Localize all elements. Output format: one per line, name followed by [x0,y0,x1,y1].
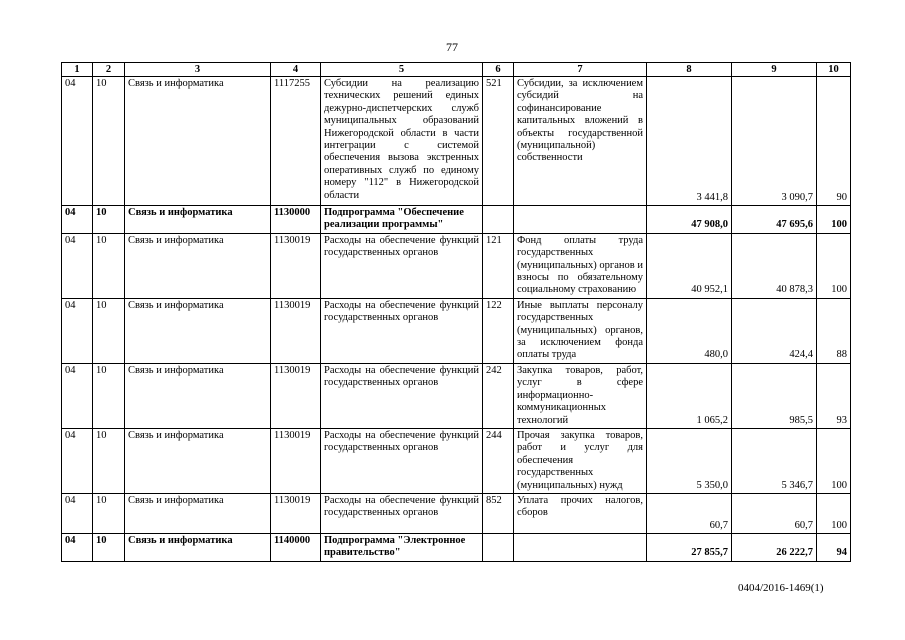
target-code: 1140000 [271,533,321,561]
document-code: 0404/2016-1469(1) [738,582,824,594]
actual-amount: 26 222,7 [732,533,817,561]
execution-percent: 100 [817,206,851,234]
execution-percent: 88 [817,298,851,363]
actual-amount: 424,4 [732,298,817,363]
expense-type-code [483,206,514,234]
planned-amount: 60,7 [647,493,732,533]
target-code: 1130019 [271,493,321,533]
header-cell: 9 [732,63,817,77]
target-code: 1130019 [271,363,321,428]
section-code: 04 [62,363,93,428]
section-code: 04 [62,493,93,533]
table-row [62,493,851,533]
subsection-code: 10 [93,363,125,428]
expense-description: Расходы на обеспечение функций государственных органов [321,363,483,428]
section-code: 04 [62,298,93,363]
execution-percent: 100 [817,233,851,298]
target-code: 1130019 [271,428,321,493]
subsection-code: 10 [93,493,125,533]
expense-type-name: Иные выплаты персоналу государственных (муниципальных) органов, за исключением фонда оплаты труда [514,298,647,363]
planned-amount: 3 441,8 [647,77,732,206]
subsection-code: 10 [93,77,125,206]
planned-amount: 47 908,0 [647,206,732,234]
header-cell: 3 [125,63,271,77]
section-name: Связь и информатика [125,206,271,234]
subsection-code: 10 [93,428,125,493]
actual-amount: 60,7 [732,493,817,533]
section-code: 04 [62,206,93,234]
execution-percent: 100 [817,428,851,493]
expense-type-code: 244 [483,428,514,493]
section-name: Связь и информатика [125,533,271,561]
execution-percent: 93 [817,363,851,428]
expense-description: Расходы на обеспечение функций государственных органов [321,233,483,298]
header-cell: 5 [321,63,483,77]
expense-type-name: Фонд оплаты труда государственных (муниципальных) органов и взносы по обязательному социальному страхованию [514,233,647,298]
section-name: Связь и информатика [125,233,271,298]
budget-table [61,62,851,562]
header-cell: 10 [817,63,851,77]
planned-amount: 1 065,2 [647,363,732,428]
header-cell: 8 [647,63,732,77]
header-cell: 4 [271,63,321,77]
target-code: 1130019 [271,298,321,363]
expense-type-name: Прочая закупка товаров, работ и услуг для обеспечения государственных (муниципальных) нужд [514,428,647,493]
planned-amount: 480,0 [647,298,732,363]
header-cell: 6 [483,63,514,77]
section-name: Связь и информатика [125,493,271,533]
target-code: 1117255 [271,77,321,206]
table-row [62,428,851,493]
header-cell: 7 [514,63,647,77]
section-code: 04 [62,428,93,493]
table-row [62,206,851,234]
header-cell: 2 [93,63,125,77]
section-code: 04 [62,233,93,298]
expense-type-code [483,533,514,561]
section-name: Связь и информатика [125,363,271,428]
subsection-code: 10 [93,533,125,561]
page-number: 77 [446,40,458,54]
expense-description: Расходы на обеспечение функций государственных органов [321,428,483,493]
expense-type-name [514,206,647,234]
actual-amount: 40 878,3 [732,233,817,298]
expense-type-code: 242 [483,363,514,428]
section-code: 04 [62,533,93,561]
execution-percent: 100 [817,493,851,533]
subsection-code: 10 [93,206,125,234]
subsection-code: 10 [93,298,125,363]
section-name: Связь и информатика [125,298,271,363]
subsection-code: 10 [93,233,125,298]
expense-description: Субсидии на реализацию технических решений единых дежурно-диспетчерских служб муниципальных образований Нижегородской области в части интеграции с системой обеспечения вызова экстренных оперативных служб по единому номеру "112" в Нижегородской области [321,77,483,206]
header-cell: 1 [62,63,93,77]
planned-amount: 40 952,1 [647,233,732,298]
expense-type-name [514,533,647,561]
actual-amount: 47 695,6 [732,206,817,234]
target-code: 1130000 [271,206,321,234]
table-row [62,533,851,561]
target-code: 1130019 [271,233,321,298]
expense-description: Расходы на обеспечение функций государственных органов [321,493,483,533]
expense-type-code: 121 [483,233,514,298]
expense-description: Подпрограмма "Обеспечение реализации программы" [321,206,483,234]
actual-amount: 985,5 [732,363,817,428]
table-row [62,233,851,298]
section-code: 04 [62,77,93,206]
header-row [62,63,851,77]
execution-percent: 90 [817,77,851,206]
planned-amount: 5 350,0 [647,428,732,493]
expense-type-code: 852 [483,493,514,533]
section-name: Связь и информатика [125,428,271,493]
table-row [62,77,851,206]
table-row [62,298,851,363]
actual-amount: 3 090,7 [732,77,817,206]
planned-amount: 27 855,7 [647,533,732,561]
execution-percent: 94 [817,533,851,561]
expense-description: Подпрограмма "Электронное правительство" [321,533,483,561]
expense-description: Расходы на обеспечение функций государственных органов [321,298,483,363]
table-row [62,363,851,428]
expense-type-code: 122 [483,298,514,363]
expense-type-code: 521 [483,77,514,206]
section-name: Связь и информатика [125,77,271,206]
actual-amount: 5 346,7 [732,428,817,493]
expense-type-name: Уплата прочих налогов, сборов [514,493,647,533]
expense-type-name: Закупка товаров, работ, услуг в сфере информационно-коммуникационных технологий [514,363,647,428]
expense-type-name: Субсидии, за исключением субсидий на софинансирование капитальных вложений в объекты государственной (муниципальной) собственности [514,77,647,206]
